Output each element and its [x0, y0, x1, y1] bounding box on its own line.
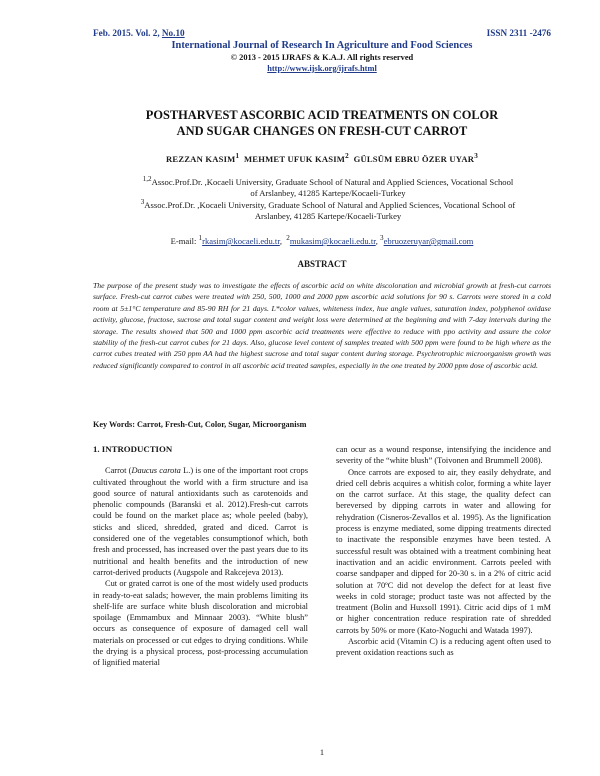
email-link-1[interactable]: rkasim@kocaeli.edu.tr: [202, 235, 280, 246]
title-line-2: AND SUGAR CHANGES ON FRESH-CUT CARROT: [176, 124, 468, 138]
email-1-sup: 1: [198, 234, 203, 242]
issue-info: Feb. 2015. Vol. 2, No.10: [93, 28, 185, 38]
affiliation-2-sup: 3: [140, 198, 145, 206]
email-3-sup: 3: [380, 234, 384, 242]
body-column-left: [93, 444, 308, 669]
author-3: GÜLSÜM EBRU ÖZER UYAR: [353, 153, 475, 164]
journal-title: International Journal of Research In Agriculture and Food Sciences: [171, 40, 473, 51]
intro-paragraph-1: Carrot (Daucus carota L.) is one of the important root crops cultivated throughout the world with a firm structure and isa good source of natural antioxidants such as carotenoids and phenolic compounds (Baranski et al. 2012).Fresh-cut carrots could be found on the market place as; whole peeled (baby), sticks and sliced, shredded, grated and diced. Carrot is considered one of the vegetables consumptionof which, both fresh and processed, has increased over the past years due to its nutritional and health benefits and the introduction of new carrot-derived products (Augspole and Rakcejeva 2013).: [93, 466, 308, 577]
abstract-heading: ABSTRACT: [297, 259, 347, 269]
email-label: E-mail:: [170, 235, 199, 246]
affiliation-1-sup: 1,2: [142, 175, 152, 183]
issn: ISSN 2311 -2476: [486, 28, 551, 38]
author-1-sup: 1: [235, 152, 240, 160]
affiliation-1: [140, 174, 516, 200]
email-link-2[interactable]: mukasim@kocaeli.edu.tr: [289, 235, 376, 246]
article-title: [93, 107, 551, 139]
abstract-text: The purpose of the present study was to investigate the effects of ascorbic acid on white discoloration and microbial growth at fresh-cut carrots surface. Fresh-cut carrot cubes were treated with 250, 500, 1000 and 2000 ppm ascorbic acid solutions for 90 s. Carrots were stored in a cold room at 5±1°C temperature and 85-90 RH for 21 days. L*color values, whiteness index, hue angle values, saturation index, polyphenol oxidase activity, glucose, fructose, sucrose and total sugar content and weight loss were determined at the beginning and with 7-day intervals during the storage. The results showed that 500 and 1000 ppm ascorbic acid treatments were effective to reduce with ppo activity and assure the color stability of the fresh-cut carrot cubes for 21 days. Also, glucose level content of samples treated with 500 ppm were found to be high where as the carrot cubes treated with 250 ppm AA had the highest sucrose and total sugar content during storage. Psychrotrophic microorganism growth was reduced significantly compared to control in all ascorbic acid treated samples, especially in the one treated by 2000 ppm dose of ascorbic acid.: [93, 281, 551, 370]
intro-paragraph-3: can ocur as a wound response, intensifying the incidence and severity of the “white blush” (Toivonen and Brummell 2008).: [336, 445, 551, 466]
author-1: REZZAN KASIM: [165, 153, 236, 164]
author-list: [93, 152, 551, 164]
title-line-1: POSTHARVEST ASCORBIC ACID TREATMENTS ON COLOR: [145, 108, 499, 122]
email-link-3[interactable]: ebruozeruyar@gmail.com: [383, 235, 474, 246]
author-2: MEHMET UFUK KASIM: [243, 153, 346, 164]
author-3-sup: 3: [474, 152, 478, 160]
intro-paragraph-4: Once carrots are exposed to air, they easily dehydrate, and dried cell debris acquires a whitish color, forming a white layer on the carrot surface. At this stage, the quality defect can bereversed by dipping carrots in water and allowing for rehydration (Cisneros-Zevallos et al. 1995). As the lignification process is enzyme mediated, some dipping treatments directed to inactivate the responsible enzymes have been tested. A successful result was obtained with a treatment combining heat inactivation and an acidic environment. Carrots peeled with coarse sandpaper and dipped for 20-30 s. in a 2% of citric acid solution at 70ºC did not develop the defect for at least five weeks in cold storage; product taste was not affected by the treatment (Bolin and Huxsoll 1991). Citric acid dips of 1 mM or higher concentration reduce respiration rate of shredded carrots by 50% or more (Kato-Noguchi and Watada 1997).: [336, 467, 551, 635]
section-heading-introduction: 1. INTRODUCTION: [93, 444, 173, 454]
keywords: Key Words: Carrot, Fresh-Cut, Color, Sugar, Microorganism: [93, 420, 307, 429]
body-column-right: [336, 444, 551, 659]
affiliation-2: [140, 197, 516, 223]
intro-paragraph-5: Ascorbic acid (Vitamin C) is a reducing agent often used to prevent oxidation reactions such as: [336, 637, 551, 658]
issue-number-link[interactable]: No.10: [161, 28, 185, 38]
author-2-sup: 2: [345, 152, 349, 160]
affiliation-1-text: Assoc.Prof.Dr. ,Kocaeli University, Graduate School of Natural and Applied Sciences, Vocational School of Arslanbey, 41285 Kartepe/Kocaeli-Turkey: [151, 176, 514, 199]
copyright-line: © 2013 - 2015 IJRAFS & K.A.J. All rights reserved: [230, 53, 414, 62]
journal-url-link[interactable]: http://www.ijsk.org/ijrafs.html: [267, 64, 377, 73]
page-number: 1: [319, 748, 325, 757]
email-2-sup: 2: [286, 234, 290, 242]
intro-paragraph-2: Cut or grated carrot is one of the most widely used products in ready-to-eat salads; however, the main problems limiting its shelf-life are surface white blush discoloration and microbial spoilage (Emmambux and Minnaar 2003). “White blush” occurs as consequence of exposure of damaged cell wall materials on processed or cut edges to drying conditions. While the drying is a physical process, post-processing accumulation of lignified material: [93, 579, 308, 668]
species-name: Daucus carota: [131, 466, 181, 476]
affiliation-2-text: Assoc.Prof.Dr. ,Kocaeli University, Graduate School of Natural and Applied Sciences, Vocational School of Arslanbey, 41285 Kartepe/Kocaeli-Turkey: [144, 199, 516, 222]
email-line: E-mail: $^1$rkasim@kocaeli.edu.tr, $^2$mukasim@kocaeli.edu.tr, $^3$ebruozeruyar@gmail.com: [170, 234, 474, 246]
